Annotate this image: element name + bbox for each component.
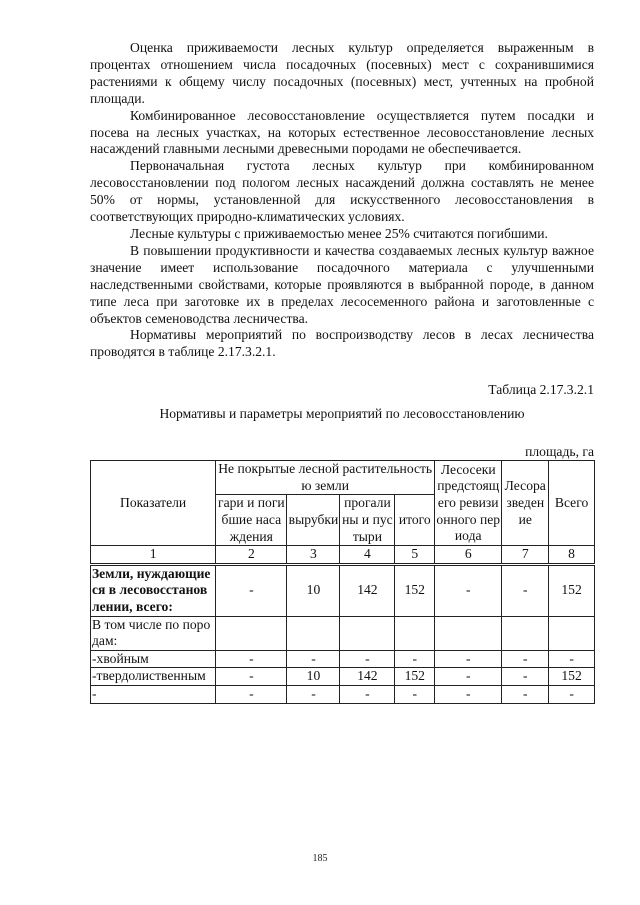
header-subtotal: итого (395, 495, 435, 546)
column-number: 5 (395, 546, 435, 565)
column-number: 2 (216, 546, 287, 565)
table-cell: - (435, 685, 502, 703)
header-total: Всего (549, 461, 595, 546)
table-cell: 152 (395, 668, 435, 686)
row-label: -твердолиственным (91, 668, 216, 686)
table-cell: 152 (549, 668, 595, 686)
header-indicator: Показатели (91, 461, 216, 546)
column-number: 1 (91, 546, 216, 565)
table-cell: - (502, 650, 549, 668)
table-cell: - (216, 668, 287, 686)
table-cell (287, 616, 340, 650)
table-cell (502, 616, 549, 650)
column-number: 6 (435, 546, 502, 565)
table-cell: - (502, 668, 549, 686)
table-cell: 142 (340, 564, 395, 616)
header-clearcuts: вырубки (287, 495, 340, 546)
table-cell: 10 (287, 564, 340, 616)
table-cell: - (340, 685, 395, 703)
table-cell: - (549, 650, 595, 668)
table-row (91, 685, 595, 703)
table-cell: 152 (549, 564, 595, 616)
table-cell (216, 616, 287, 650)
row-label: В том числе по породам: (91, 616, 216, 650)
table-cell: - (435, 650, 502, 668)
table-cell (395, 616, 435, 650)
column-number-row (91, 546, 595, 565)
table-title: Нормативы и параметры мероприятий по лесовосстановлению (159, 406, 525, 422)
paragraph: Лесные культуры с приживаемостью менее 25% считаются погибшими. (130, 225, 548, 241)
header-group: Не покрытые лесной растительностью земли (216, 461, 435, 495)
document-page (90, 40, 594, 704)
header-roads: Лесоразведение (502, 461, 549, 546)
row-label: - (91, 685, 216, 703)
table-row (91, 650, 595, 668)
table-cell: - (549, 685, 595, 703)
paragraph: Оценка приживаемости лесных культур определяется выраженным в процентах отношением числа посадочных (посевных) мест с сохранившимися растениями к общему числу посадочных (посевных) мест, учтенных на пробной площади. (90, 40, 594, 106)
table-cell: - (502, 564, 549, 616)
row-label: Земли, нуждающиеся в лесовосстановлении, всего: (91, 564, 216, 616)
table-cell: - (287, 650, 340, 668)
table-unit: площадь, га (525, 444, 594, 460)
page-number: 185 (312, 853, 328, 864)
table-cell: 10 (287, 668, 340, 686)
header-glades: прогалины и пустыри (340, 495, 395, 546)
header-pending: Лесосеки предстоящего ревизионного периода (435, 461, 502, 546)
column-number: 4 (340, 546, 395, 565)
table-cell: - (287, 685, 340, 703)
table-cell: - (502, 685, 549, 703)
table-row (91, 564, 595, 616)
table-row (91, 668, 595, 686)
table-cell (340, 616, 395, 650)
paragraph: Нормативы мероприятий по воспроизводству лесов в лесах лесничества проводятся в таблице 2.17.3.2.1. (90, 327, 594, 360)
paragraph: Первоначальная густота лесных культур при комбинированном лесовосстановлении под пологом лесных насаждений должна составлять не менее 50% от нормы, установленной для искусственного лесовосстановления в соответствующих природно-климатических условиях. (90, 158, 594, 225)
table-cell: - (216, 650, 287, 668)
table-cell: 152 (395, 564, 435, 616)
column-number: 3 (287, 546, 340, 565)
header-row-1 (91, 461, 595, 495)
table-cell: - (395, 685, 435, 703)
table-cell (549, 616, 595, 650)
column-number: 8 (549, 546, 595, 565)
row-label: -хвойным (91, 650, 216, 668)
paragraph: В повышении продуктивности и качества создаваемых лесных культур важное значение имеет использование посадочного материала с улучшенными наследственными свойствами, которые проявляются в выбранной породе, в данном типе леса при заготовке их в пределах лесосеменного района и заготовленные с объектов семеноводства лесничества. (90, 242, 594, 326)
table-caption: Таблица 2.17.3.2.1 (488, 382, 594, 398)
table-cell: - (216, 685, 287, 703)
table-cell: 142 (340, 668, 395, 686)
table-row (91, 616, 595, 650)
table-cell: - (435, 564, 502, 616)
table-cell: - (395, 650, 435, 668)
table-cell: - (340, 650, 395, 668)
table-cell (435, 616, 502, 650)
paragraph: Комбинированное лесовосстановление осуществляется путем посадки и посева на лесных участках, на которых естественное лесовосстановление лесных насаждений главными лесными древесными породами не обеспечивается. (90, 107, 594, 157)
table-cell: - (216, 564, 287, 616)
header-burned: гари и погибшие насаждения (216, 495, 287, 546)
reforestation-table (90, 460, 595, 703)
column-number: 7 (502, 546, 549, 565)
table-cell: - (435, 668, 502, 686)
